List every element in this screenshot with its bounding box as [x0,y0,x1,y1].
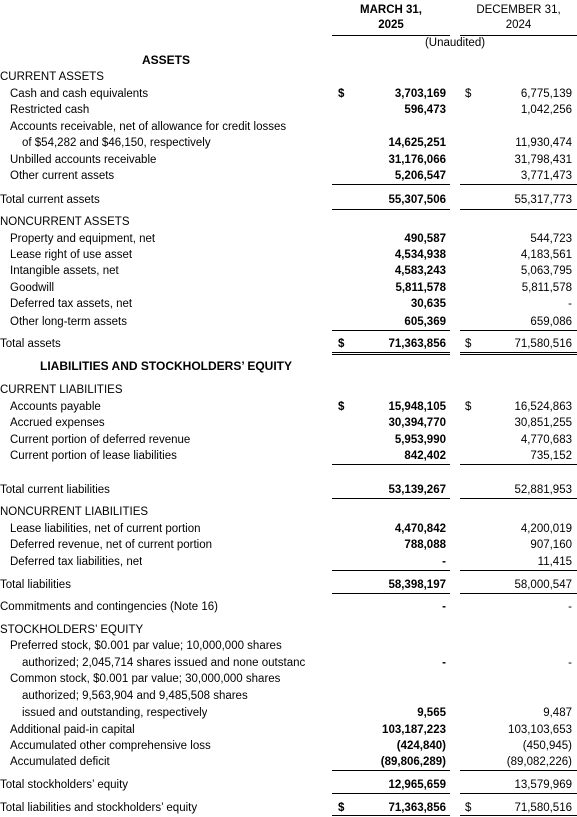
row-label: authorized; 2,045,714 shares issued and none outstanc [22,657,306,669]
value-march: 58,398,197 [388,579,446,591]
row-label: Common stock, $0.001 par value; 30,000,000 shares [10,673,281,685]
value-december: 1,042,256 [520,104,572,116]
value-december: 735,152 [530,450,572,462]
row-label: Deferred tax assets, net [10,298,133,310]
row-label: Property and equipment, net [10,233,156,245]
value-december: 71,580,516 [514,802,572,814]
value-december: (450,945) [522,740,572,752]
row-label: NONCURRENT ASSETS [0,216,130,228]
value-march: 53,139,267 [388,484,446,496]
total-rule [332,593,450,594]
statement-row [0,448,577,464]
statement-row [0,599,577,615]
unaudited-label: (Unaudited) [424,37,486,49]
total-rule [460,464,577,465]
row-label: Accounts payable [10,401,101,413]
row-label: Total liabilities and stockholders’ equity [0,802,198,814]
total-rule [332,498,450,499]
statement-row [0,399,577,415]
value-december: - [568,657,572,669]
total-rule [460,184,577,185]
value-march: 4,534,938 [394,249,446,261]
total-rule [332,815,450,816]
value-march: 15,948,105 [388,401,446,413]
row-label: Accrued expenses [10,417,105,429]
statement-row [0,777,577,793]
value-december: - [568,601,572,613]
row-label: Cash and cash equivalents [10,88,149,100]
value-march: 5,206,547 [394,170,446,182]
row-label: Goodwill [10,282,55,294]
dollar-sign-december: $ [465,802,472,814]
dollar-sign-december: $ [465,338,472,350]
row-label: Deferred tax liabilities, net [10,556,143,568]
total-rule [460,498,577,499]
statement-row [0,671,577,687]
total-rule [460,330,577,331]
dollar-sign-december: $ [465,401,472,413]
value-december: 52,881,953 [514,484,572,496]
header-underline-march [332,35,450,36]
value-march: 3,703,169 [394,88,446,100]
row-label: Lease right of use asset [10,249,133,261]
value-march: 605,369 [404,316,446,328]
row-label: Total current liabilities [0,484,110,496]
value-march: - [442,601,446,613]
row-label: Deferred revenue, net of current portion [10,539,213,551]
total-rule [460,352,577,353]
col-header-december-line2: 2024 [505,19,532,31]
statement-row [0,296,577,312]
value-march: 71,363,856 [388,338,446,350]
statement-row [0,705,577,721]
value-december: 544,723 [530,233,572,245]
row-label: Intangible assets, net [10,265,119,277]
value-december: 907,160 [530,539,572,551]
row-label: Unbilled accounts receivable [10,154,157,166]
statement-row [0,622,577,638]
value-march: (424,840) [396,740,446,752]
row-label: STOCKHOLDERS’ EQUITY [0,624,144,636]
row-label: CURRENT ASSETS [0,71,104,83]
statement-row [0,738,577,754]
total-rule [332,184,450,185]
value-december: 13,579,969 [514,779,572,791]
total-rule [332,209,450,210]
value-march: 30,635 [410,298,446,310]
row-label: Preferred stock, $0.001 par value; 10,000,000 shares [10,640,282,652]
value-march: - [442,657,446,669]
value-december: (89,082,226) [506,756,572,768]
total-rule [460,209,577,210]
col-header-march-line1: MARCH 31, [360,4,422,16]
value-march: 4,470,842 [394,523,446,535]
statement-row [0,688,577,704]
statement-row [0,504,577,520]
row-label: Additional paid-in capital [10,724,135,736]
row-label: issued and outstanding, respectively [22,707,208,719]
statement-row [0,432,577,448]
statement-row [0,280,577,296]
row-label: NONCURRENT LIABILITIES [0,506,149,518]
value-december: - [568,298,572,310]
value-march: (89,806,289) [380,756,446,768]
value-december: 30,851,255 [514,417,572,429]
row-label: Accumulated other comprehensive loss [10,740,211,752]
value-december: 16,524,863 [514,401,572,413]
value-march: 596,473 [404,104,446,116]
total-rule [460,770,577,771]
value-december: 4,183,561 [520,249,572,261]
dollar-sign-march: $ [338,88,345,100]
statement-row [0,102,577,118]
dollar-sign-march: $ [338,401,345,413]
total-rule [460,354,577,355]
row-label: Other long-term assets [10,316,127,328]
statement-row [0,86,577,102]
statement-row [0,231,577,247]
total-rule [460,593,577,594]
value-march: 71,363,856 [388,802,446,814]
value-march: 490,587 [404,233,446,245]
row-label: of $54,282 and $46,150, respectively [22,137,211,149]
value-december: 659,086 [530,316,572,328]
row-label: Total liabilities [0,579,71,591]
row-label: authorized; 9,563,904 and 9,485,508 shares [22,690,248,702]
statement-row [0,577,577,593]
statement-row [0,192,577,208]
statement-row [0,168,577,184]
value-march: 12,965,659 [388,779,446,791]
total-rule [332,330,450,331]
row-label: Total assets [0,338,61,350]
statement-row [0,382,577,398]
col-header-december-line1: DECEMBER 31, [476,4,561,16]
statement-row [0,214,577,230]
value-december: 11,930,474 [515,137,572,149]
dollar-sign-march: $ [338,338,345,350]
row-label: Total current assets [0,194,100,206]
total-rule [332,354,450,355]
row-label: Current portion of lease liabilities [10,450,177,462]
statement-row [0,521,577,537]
total-rule [332,793,450,794]
row-label: CURRENT LIABILITIES [0,384,123,396]
total-rule [460,793,577,794]
statement-row [0,119,577,135]
value-march: 5,953,990 [394,434,446,446]
total-rule [332,464,450,465]
value-december: 5,811,578 [521,282,572,294]
total-rule [460,570,577,571]
total-rule [460,815,577,816]
value-december: 71,580,516 [514,338,572,350]
value-march: 4,583,243 [394,265,446,277]
value-march: 14,625,251 [388,137,446,149]
value-march: 103,187,223 [382,724,446,736]
row-label: Accounts receivable, net of allowance for credit losses [10,121,287,133]
value-march: 5,811,578 [395,282,446,294]
total-rule [332,352,450,353]
statement-row [0,135,577,151]
statement-row [0,655,577,671]
value-december: 5,063,795 [520,265,572,277]
value-december: 58,000,547 [514,579,572,591]
header-underline-december [460,35,577,36]
value-december: 4,770,683 [520,434,572,446]
row-label: Current portion of deferred revenue [10,434,191,446]
value-december: 6,775,139 [520,88,572,100]
statement-row [0,263,577,279]
statement-row [0,554,577,570]
row-label: Other current assets [10,170,115,182]
row-label: Accumulated deficit [10,756,110,768]
section-liabilities-equity: LIABILITIES AND STOCKHOLDERS’ EQUITY [39,359,293,373]
value-december: 11,415 [537,556,572,568]
row-label: Lease liabilities, net of current portion [10,523,201,535]
col-header-march [332,3,450,33]
row-label: Restricted cash [10,104,90,116]
statement-row [0,638,577,654]
value-march: 9,565 [417,707,446,719]
value-december: 9,487 [543,707,572,719]
statement-row [0,314,577,330]
row-label: Commitments and contingencies (Note 16) [0,601,218,613]
statement-row [0,482,577,498]
value-december: 31,798,431 [514,154,572,166]
value-december: 103,103,653 [508,724,572,736]
dollar-sign-december: $ [465,88,472,100]
value-march: 31,176,066 [388,154,446,166]
statement-row [0,537,577,553]
dollar-sign-march: $ [338,802,345,814]
statement-row [0,247,577,263]
row-label: Total stockholders’ equity [0,779,129,791]
statement-row [0,754,577,770]
col-header-december [460,3,577,33]
col-header-march-line2: 2025 [378,19,404,31]
statement-row [0,336,577,352]
statement-row [0,69,577,85]
total-rule [332,770,450,771]
total-rule [332,570,450,571]
value-march: 55,307,506 [388,194,446,206]
statement-row [0,415,577,431]
value-march: 842,402 [404,450,446,462]
value-december: 4,200,019 [520,523,572,535]
value-december: 3,771,473 [520,170,572,182]
value-march: - [442,556,446,568]
statement-row [0,152,577,168]
statement-row [0,722,577,738]
statement-row [0,800,577,816]
section-assets: ASSETS [141,53,190,67]
value-march: 788,088 [404,539,446,551]
value-march: 30,394,770 [388,417,446,429]
value-december: 55,317,773 [514,194,572,206]
